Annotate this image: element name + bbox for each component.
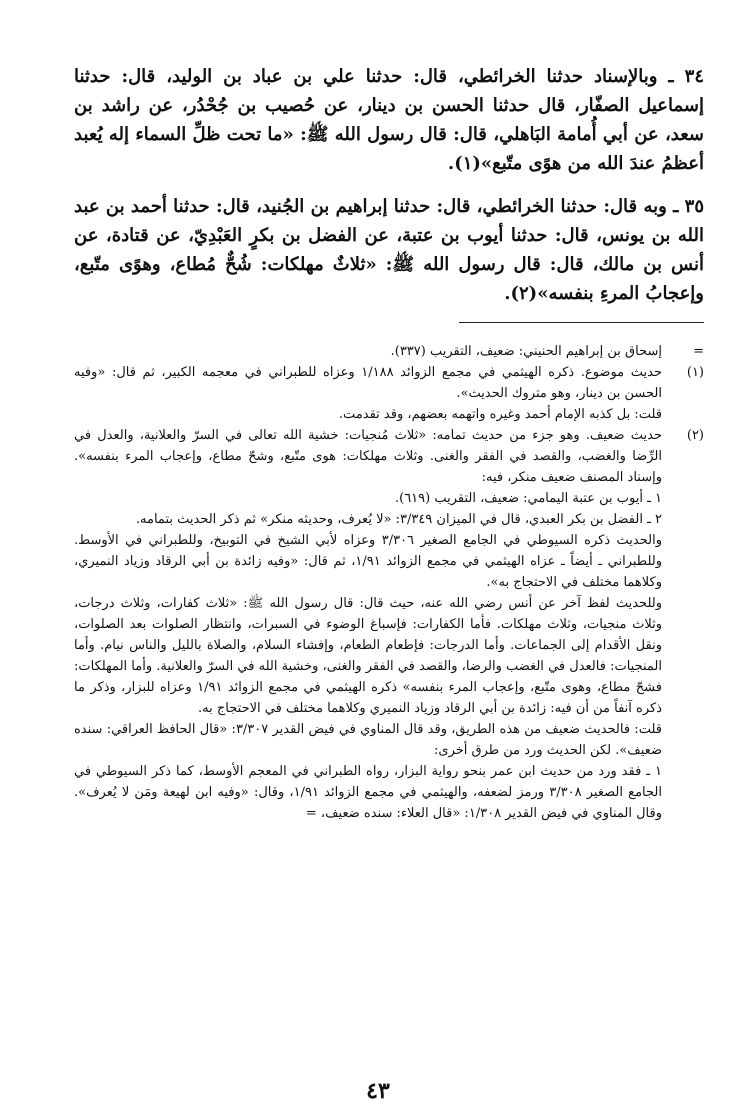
footnote-marker: (١) (686, 365, 704, 380)
hadith-35: ٣٥ ـ وبه قال: حدثنا الخرائطي، قال: حدثنا إبراهيم بن الجُنيد، قال: حدثنا أحمد بن عبد الله بن يونس، قال: حدثنا أيوب بن عتبة، عن الفضل بن بكرٍ العَبْدِيّ، عن قتادة، عن أنس بن مالك، قال: قال رسول الله ﷺ: «ثلاثٌ مهلكات: شُحٌّ مُطاع، وهوًى متّبع، وإعجابُ المرءِ بنفسه»(٢). (74, 196, 704, 304)
footnote-continued (74, 341, 704, 362)
footnote-1 (74, 362, 704, 425)
footnote-line: وللحديث لفظ آخر عن أنس رضي الله عنه، حيث قال: قال رسول الله ﷺ: «ثلاث كفارات، وثلاث درجات، وثلاث منجيات، وثلاث مهلكات. فأما الكفارات: فإسباغ الوضوء في السبرات، وانتظار الصلوات بعد الصلوات، ونقل الأقدام إلى الجماعات. وأما الدرجات: فإطعام الطعام، وإفشاء السلام، والصلاة بالليل والناس نيام. وأما المنجيات: فالعدل في الغضب والرضا، والقصد في الفقر والغنى، وخشية الله في السرّ والعلانية. وأما المهلكات: فشحّ مطاع، وهوى متّبع، وإعجاب المرء بنفسه» ذكره الهيثمي في مجمع الزوائد ١/٩١ وعزاه للبزار، وذكر ما ذكره آنفاً من أن فيه: زائدة بن أبي الرقاد وزياد النميري وكلاهما مختلف في الاحتجاج به. (74, 596, 662, 716)
footnote-divider (459, 322, 704, 323)
footnotes (74, 341, 704, 824)
main-text (74, 62, 704, 308)
footnote-line: إسحاق بن إبراهيم الحنيني: ضعيف، التقريب (٣٣٧). (390, 344, 662, 359)
footnote-line: حديث ضعيف. وهو جزء من حديث تمامه: «ثلاث مُنجيات: خشية الله تعالى في السرّ والعلانية، والعدل في الرِّضا والغضب، والقصد في الفقر والغنى. وثلاث مهلكات: هوى متّبع، وشحّ مطاع، وإعجاب المرء بنفسه». وإسناد المصنف ضعيف منكر، فيه: (74, 428, 662, 485)
hadith-34: ٣٤ ـ وبالإسناد حدثنا الخرائطي، قال: حدثنا علي بن عباد بن الوليد، قال: حدثنا إسماعيل الصفّار، قال حدثنا الحسن بن دينار، عن حُصيب بن جُحْدُر، عن راشد بن سعد، عن أبي أُمامة البَاهلي، قال: قال رسول الله ﷺ: «ما تحت ظلِّ السماء إله يُعبد أعظمُ عندَ الله من هوًى متّبع»(١). (74, 66, 704, 174)
footnote-2 (74, 425, 704, 824)
footnote-marker: = (693, 344, 704, 359)
page (74, 62, 704, 824)
footnote-line: حديث موضوع. ذكره الهيثمي في مجمع الزوائد ١/١٨٨ وعزاه للطبراني في معجمه الكبير، ثم قال: «وفيه الحسن بن دينار، وهو متروك الحديث». (74, 365, 662, 401)
footnote-line: ١ ـ فقد ورد من حديث ابن عمر بنحو رواية البزار، رواه الطبراني في المعجم الأوسط، كما ذكر السيوطي في الجامع الصغير ٣/٣٠٨ ورمز لضعفه، والهيثمي في مجمع الزوائد ١/٩١، وقال: «وفيه ابن لهيعة ومَن لا يُعرف». وقال المناوي في فيض القدير ١/٣٠٨: «قال العلاء: سنده ضعيف، = (74, 764, 662, 821)
footnote-marker: (٢) (686, 428, 704, 443)
footnote-line: قلت: فالحديث ضعيف من هذه الطريق، وقد قال المناوي في فيض القدير ٣/٣٠٧: «قال الحافظ العراقي: سنده ضعيف». لكن الحديث ورد من طرق أخرى: (74, 722, 662, 758)
footnote-line: قلت: بل كذبه الإمام أحمد وغيره واتهمه بعضهم، وقد تقدمت. (338, 407, 662, 422)
footnote-line: ٢ ـ الفضل بن بكر العبدي، قال في الميزان ٣/٣٤٩: «لا يُعرف، وحديثه منكر» ثم ذكر الحديث بتمامه. (135, 512, 662, 527)
footnote-line: والحديث ذكره السيوطي في الجامع الصغير ٣/٣٠٦ وعزاه لأبي الشيخ في التوبيخ، وللطبراني في الأوسط. وللطبراني ـ أيضاً ـ عزاه الهيثمي في مجمع الزوائد ١/٩١، ثم قال: «وفيه زائدة بن أبي الرقاد وزياد النميري، وكلاهما مختلف في الاحتجاج به». (74, 533, 662, 590)
page-number: ٤٣ (366, 1078, 390, 1104)
footnote-line: ١ ـ أيوب بن عتبة اليمامي: ضعيف، التقريب (٦١٩). (394, 491, 662, 506)
